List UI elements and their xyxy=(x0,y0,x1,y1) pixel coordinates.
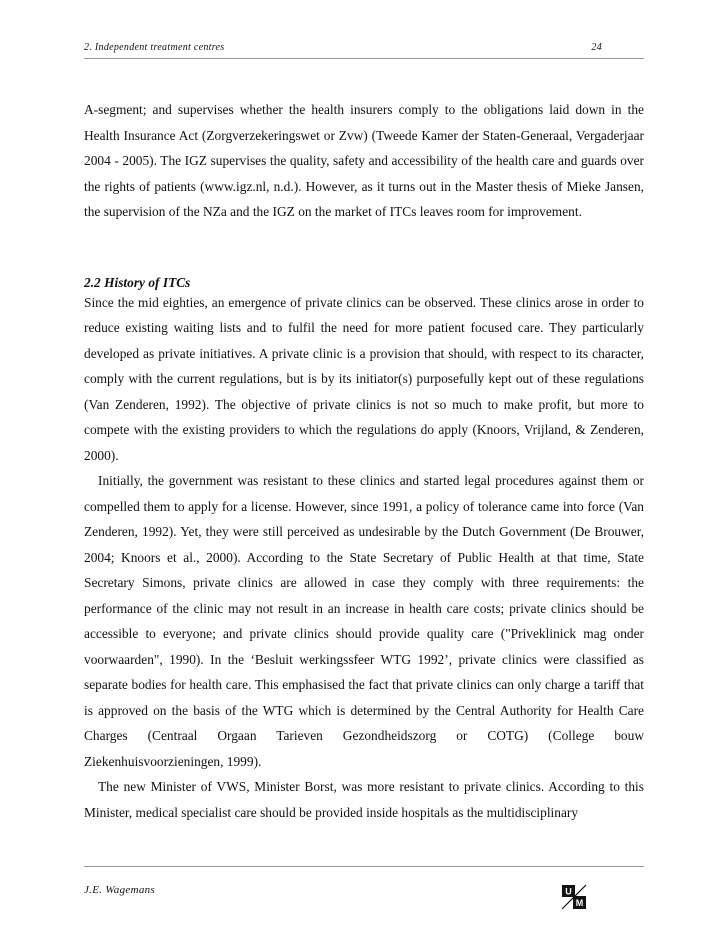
paragraph-minister-borst: The new Minister of VWS, Minister Borst, was more resistant to private clinics. According to this Minister, medical specialist care should be provided inside hospitals as the multidisciplinary xyxy=(84,779,644,820)
section-heading: 2.2 History of ITCs xyxy=(84,274,191,290)
footer-divider xyxy=(84,866,644,867)
header-divider xyxy=(84,58,644,59)
page-body xyxy=(84,97,644,825)
logo-letter-m: M xyxy=(575,898,584,908)
logo-letter-u: U xyxy=(565,886,572,897)
paragraph-government-policy: Initially, the government was resistant to these clinics and started legal procedures against them or compelled them to apply for a license. However, since 1991, a policy of tolerance came into force (Van Zenderen, 1992). Yet, they were still perceived as undesirable by the Dutch Government (De Brouwer, 2004; Knoors et al., 2000). According to the State Secretary of Public Health at that time, State Secretary Simons, private clinics are allowed in case they comply with three requirements: the performance of the clinic may not result in an increase in health care costs; private clinics should be accessible to everyone; and private clinics should provide quality care ("Priveklinick mag onder voorwaarden", 1990). In the ‘Besluit werkingssfeer WTG 1992’, private clinics were classified as separate bodies for health care. This emphasised the fact that private clinics can only charge a tariff that is approved on the basis of the WTG which is determined by the Central Authority for Health Care Charges (Centraal Orgaan Tarieven Gezondheidszorg or COTG) (College bouw Ziekenhuisvoorzieningen, 1999). xyxy=(84,473,644,769)
paragraph-private-clinics: Since the mid eighties, an emergence of private clinics can be observed. These clinics arose in order to reduce existing waiting lists and to fulfil the need for more patient focused care. They particularly developed as private initiatives. A private clinic is a provision that should, with respect to its character, comply with the current regulations, but is by its initiator(s) purposefully kept out of these regulations (Van Zenderen, 1992). The objective of private clinics is not so much to make profit, but more to compete with the existing providers to which the regulations do apply (Knoors, Vrijland, & Zenderen, 2000). xyxy=(84,294,644,463)
footer-author: J.E. Wagemans xyxy=(84,884,156,896)
section-spacer xyxy=(84,225,644,276)
chapter-title: 2. Independent treatment centres xyxy=(84,42,225,53)
university-logo-icon xyxy=(559,882,589,912)
paragraph-supervision: A-segment; and supervises whether the health insurers comply to the obligations laid down in the Health Insurance Act (Zorgverzekeringswet or Zvw) (Tweede Kamer der Staten-Generaal, Vergaderjaar 2004 - 2005). The IGZ supervises the quality, safety and accessibility of the health care and guards over the rights of patients (www.igz.nl, n.d.). However, as it turns out in the Master thesis of Mieke Jansen, the supervision of the NZa and the IGZ on the market of ITCs leaves room for improvement. xyxy=(84,102,644,219)
page-number: 24 xyxy=(591,42,602,53)
